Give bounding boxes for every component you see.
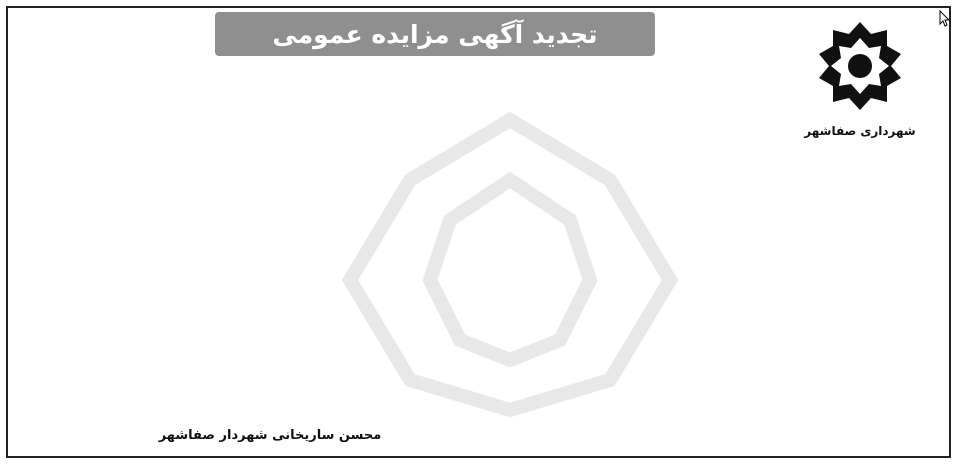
- logo-caption: شهرداری صفاشهر: [804, 124, 916, 138]
- signature-name: محسن ساریخانی شهردار صفاشهر: [158, 428, 382, 443]
- mouse-cursor-icon: [939, 10, 951, 28]
- title-bar: [215, 12, 655, 56]
- municipality-emblem-icon: [795, 18, 925, 118]
- municipality-logo: [795, 18, 925, 138]
- watermark-logo: [250, 100, 770, 430]
- notice-title: تجدید آگهی مزایده عمومی: [272, 19, 598, 49]
- signature: [60, 428, 480, 443]
